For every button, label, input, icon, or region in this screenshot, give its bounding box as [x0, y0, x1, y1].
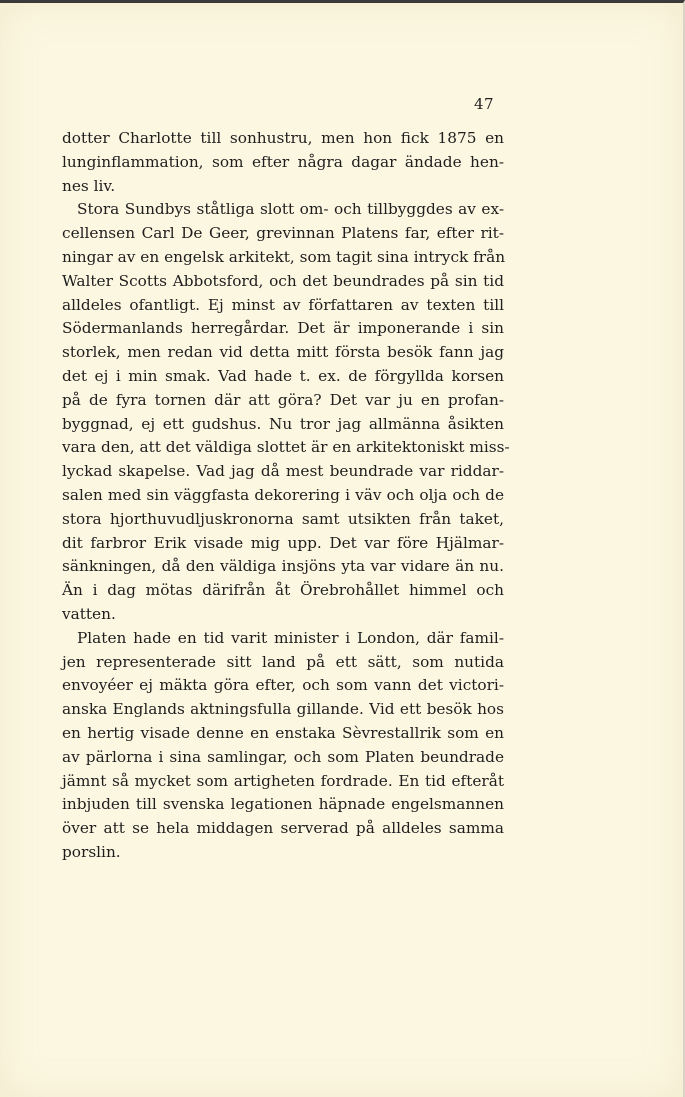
text-line: dit farbror Erik visade mig upp. Det var före Hjälmar- [62, 533, 504, 552]
text-line: Platen hade en tid varit minister i London, där famil- [77, 628, 504, 647]
paragraph-2 [62, 198, 510, 626]
text-line: över att se hela middagen serverad på alldeles samma [62, 819, 504, 838]
text-line: Södermanlands herregårdar. Det är imponerande i sin [62, 319, 504, 338]
text-line: Walter Scotts Abbotsford, och det beundrades på sin tid [62, 271, 504, 290]
text-line: dotter Charlotte till sonhustru, men hon fick 1875 en [62, 129, 504, 147]
text-line: inbjuden till svenska legationen häpnade engelsmannen [62, 795, 504, 814]
text-line: alldeles ofantligt. Ej minst av författaren av texten till [62, 295, 504, 314]
text-line: envoyéer ej mäkta göra efter, och som vann det victori- [62, 676, 504, 695]
text-line: sänkningen, då den väldiga insjöns yta var vidare än nu. [62, 557, 504, 576]
text-line: på de fyra tornen där att göra? Det var ju en profan- [62, 390, 504, 409]
paragraph-1 [62, 127, 504, 198]
text-line: det ej i min smak. Vad hade t. ex. de förgyllda korsen [62, 366, 504, 385]
paragraph-3 [62, 627, 504, 865]
text-line: anska Englands aktningsfulla gillande. Vid ett besök hos [62, 700, 504, 719]
text-line: ningar av en engelsk arkitekt, som tagit sina intryck från [62, 247, 506, 266]
text-line: vara den, att det väldiga slottet är en arkitektoniskt miss- [62, 438, 510, 457]
text-line: lyckad skapelse. Vad jag då mest beundrade var riddar- [62, 462, 504, 481]
text-line: Stora Sundbys ståtliga slott om- och tillbyggdes av ex- [77, 200, 504, 219]
text-line: cellensen Carl De Geer, grevinnan Platens far, efter rit- [62, 224, 504, 243]
text-line: nes liv. [62, 176, 116, 195]
text-line: Än i dag mötas därifrån åt Örebrohållet himmel och [62, 581, 504, 600]
text-line: salen med sin väggfasta dekorering i väv och olja och de [62, 485, 504, 504]
text-line: porslin. [62, 842, 121, 861]
text-line: av pärlorna i sina samlingar, och som Platen beundrade [62, 747, 504, 766]
page-number: 47 [474, 95, 495, 113]
text-line: byggnad, ej ett gudshus. Nu tror jag allmänna åsikten [62, 414, 504, 433]
text-line: storlek, men redan vid detta mitt första besök fann jag [62, 343, 504, 362]
text-line: jen representerade sitt land på ett sätt, som nutida [62, 652, 504, 671]
text-line: vatten. [62, 604, 116, 623]
body-text [62, 127, 510, 865]
text-line: jämnt så mycket som artigheten fordrade. En tid efteråt [62, 771, 504, 790]
text-line: lunginflammation, som efter några dagar ändade hen- [62, 152, 504, 171]
text-line: en hertig visade denne en enstaka Sèvrestallrik som en [62, 723, 504, 742]
text-line: stora hjorthuvudljuskronorna samt utsikten från taket, [62, 509, 504, 528]
